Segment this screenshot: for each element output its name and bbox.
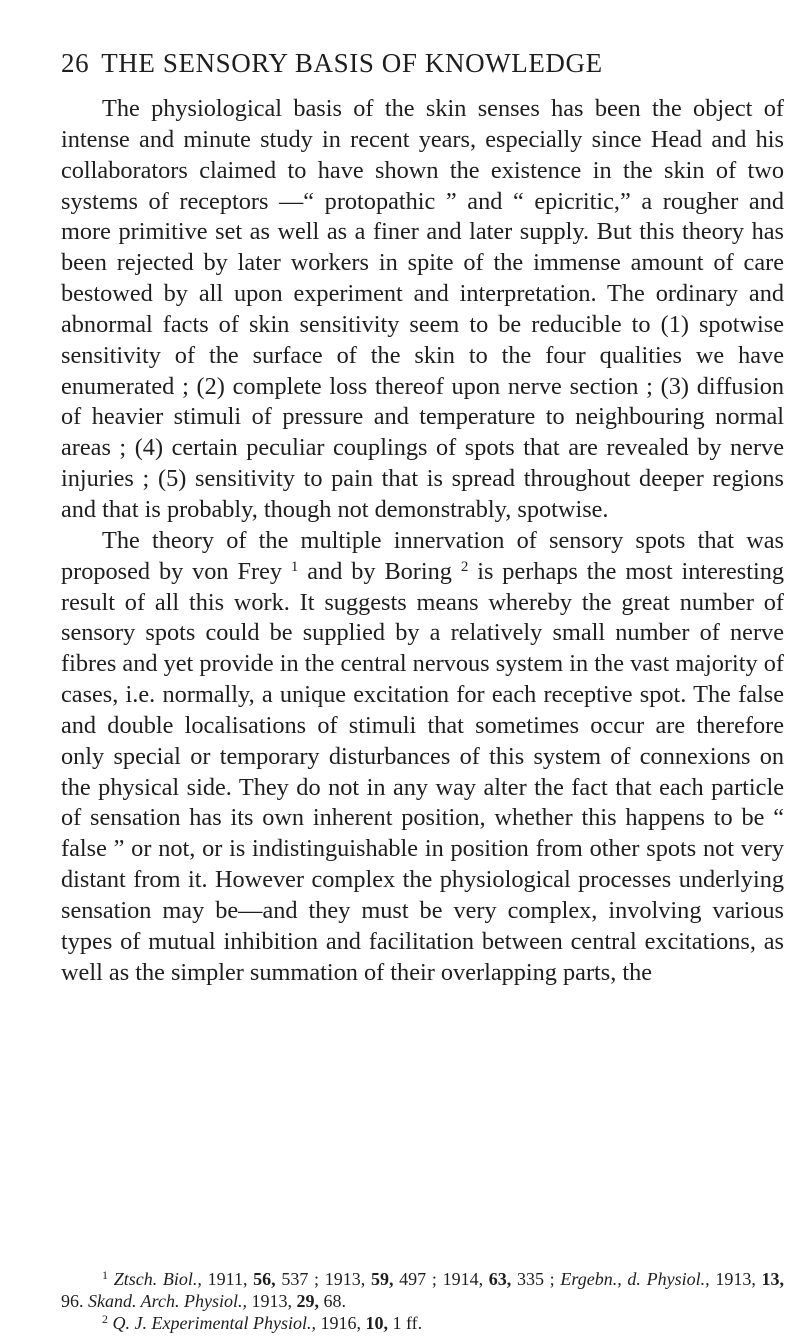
volume: 56, [253, 1269, 276, 1289]
volume: 13, [761, 1269, 785, 1289]
footnote-marker: 2 [102, 1312, 108, 1326]
paragraph-1: The physiological basis of the skin senses has been the object of intense and minute study in recent years, especially since Head and his collaborators claimed to have shown the existence in the skin of two systems of receptors —“ protopathic ” and “ epicritic,” a rougher and more primitive set as well as a finer and later supply. But this theory has been rejected by later workers in spite of the immense amount of care bestowed by all upon experiment and interpretation. The ordinary and abnormal facts of skin sensitivity seem to be reducible to (1) spotwise sensitivity of the surface of the skin to the four qualities we have enumerated ; (2) complete loss thereof upon nerve section ; (3) diffusion of heavier stimuli of pressure and temperature to neighbouring normal areas ; (4) certain peculiar couplings of spots that are revealed by nerve injuries ; (5) sensitivity to pain that is spread throughout deeper regions and that is probably, though not demonstrably, spotwise. [61, 95, 784, 523]
footnote-ref-2: 2 [460, 558, 469, 575]
footnotes [61, 1268, 784, 1334]
year: 1913, [251, 1291, 292, 1311]
journal-title: Ergebn., d. Physiol., [560, 1269, 710, 1289]
running-title: THE SENSORY BASIS OF KNOWLEDGE [101, 48, 603, 78]
year: 1916, [320, 1313, 361, 1333]
page-header [61, 48, 751, 79]
year: 1911, [207, 1269, 248, 1289]
paragraph-2-text: and by Boring [307, 557, 452, 585]
journal-title: Q. J. Experimental Physiol., [112, 1313, 316, 1333]
year: 1913, [715, 1269, 756, 1289]
footnote-ref-1: 1 [290, 558, 299, 575]
journal-title: Ztsch. Biol., [113, 1269, 202, 1289]
pages: 335 ; [516, 1269, 555, 1289]
pages: 68. [323, 1291, 346, 1311]
pages: 96. [61, 1291, 84, 1311]
volume: 29, [296, 1291, 319, 1311]
volume: 63, [488, 1269, 512, 1289]
pages: 497 ; 1914, [399, 1269, 484, 1289]
footnote-marker: 1 [102, 1268, 108, 1282]
pages: 537 ; 1913, [281, 1269, 366, 1289]
paragraph-2-text: The theory of the multiple innervation of sensory spots that was proposed by von Frey [61, 526, 784, 585]
journal-title: Skand. Arch. Physiol., [88, 1291, 247, 1311]
paragraph-2 [61, 526, 784, 989]
pages: 1 ff. [392, 1313, 423, 1333]
footnote-2 [61, 1312, 784, 1334]
volume: 59, [370, 1269, 394, 1289]
paragraph-2-text: is perhaps the most interesting result of all this work. It suggests means whereby the great number of sensory spots could be supplied by a relatively small number of nerve fibres and yet provide in the central nervous system in the vast majority of cases, i.e. normally, a unique excitation for each receptive spot. The false and double localisations of stimuli that sometimes occur are therefore only special or temporary disturbances of this system of connexions on the physical side. They do not in any way alter the fact that each particle of sensation has its own inherent position, whether this happens to be “ false ” or not, or is indistinguishable in position from other spots not very distant from it. However complex the physiological processes underlying sensation may be—and they must be very complex, involving various types of mutual inhibition and facilitation between central excitations, as well as the simpler summation of their overlapping parts, the [61, 557, 785, 986]
footnote-1 [61, 1268, 784, 1312]
page-number: 26 [61, 48, 90, 78]
body-text [61, 94, 784, 988]
volume: 10, [365, 1313, 388, 1333]
